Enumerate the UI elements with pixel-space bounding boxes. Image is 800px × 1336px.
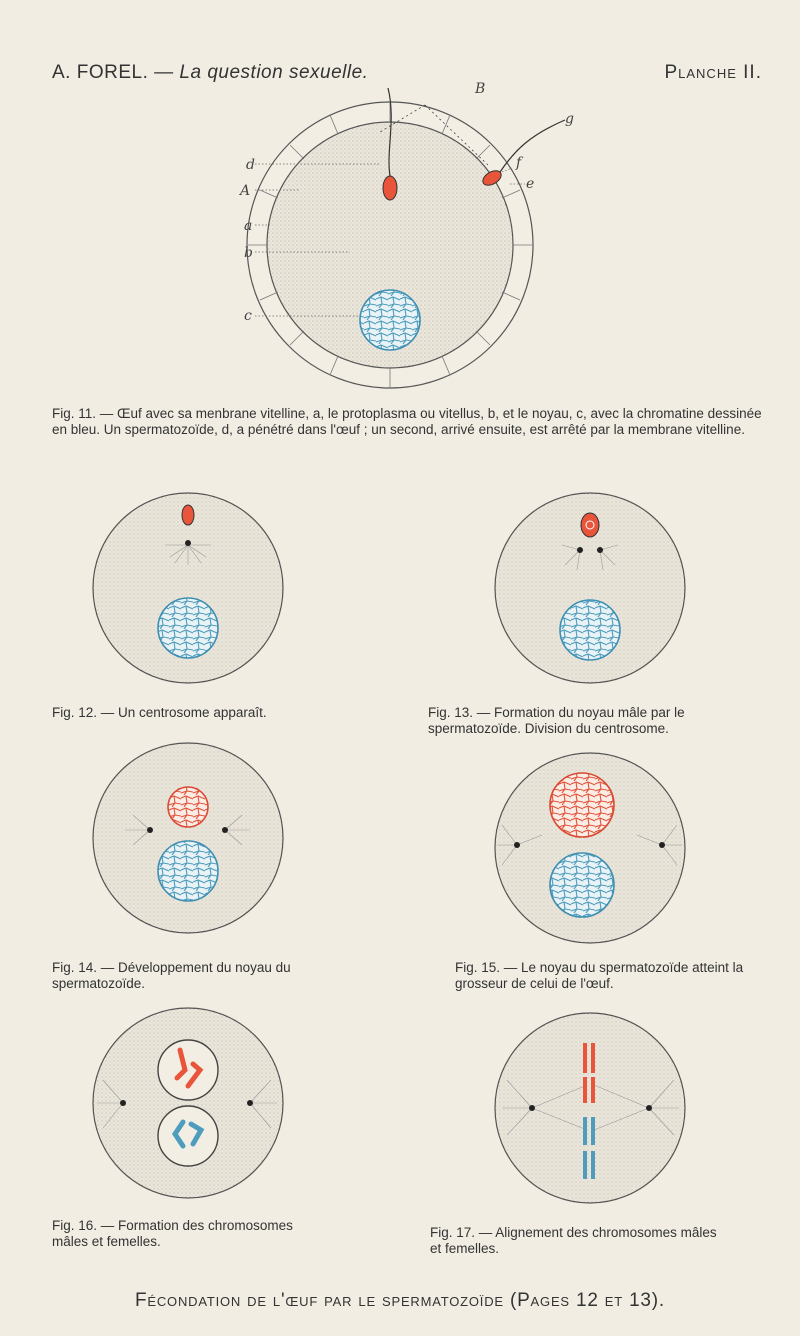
fig11-label-e: e (526, 176, 535, 192)
fig11-label-d: d (246, 157, 255, 173)
fig12-caption: Fig. 12. — Un centrosome apparaît. (52, 705, 267, 720)
author-title: A. FOREL. — La question sexuelle. (52, 62, 369, 83)
fig11-diagram (220, 80, 574, 400)
fig12-diagram (85, 485, 295, 695)
fig11-caption: Fig. 11. — Œuf avec sa menbrane vitelline, a, le protoplasma ou vitellus, b, et le noyau, c, avec la chromatine dessinée en bleu. Un spermatozoïde, d, a pénétré dans l'œuf ; un second, arrivé ensuite, est arrêté par la membrane vitelline. (52, 406, 762, 437)
plate-footer-title: Fécondation de l'œuf par le spermatozoïde (Pages 12 et 13). (134, 1290, 666, 1311)
fig11-label-g: g (565, 111, 574, 127)
sperm-head-d (383, 176, 397, 200)
fig14-diagram (85, 735, 295, 945)
fig11-label-b: b (244, 245, 253, 261)
fig16-diagram (85, 1000, 295, 1210)
fig13-diagram (487, 485, 697, 695)
fig15-caption: Fig. 15. — Le noyau du spermatozoïde atteint la grosseur de celui de l'œuf. (455, 960, 744, 991)
fig16-caption: Fig. 16. — Formation des chromosomes mâles et femelles. (52, 1218, 293, 1249)
fig17-caption: Fig. 17. — Alignement des chromosomes mâles et femelles. (430, 1225, 717, 1256)
fig13-caption: Fig. 13. — Formation du noyau mâle par le spermatozoïde. Division du centrosome. (428, 705, 685, 736)
fig11-label-a: a (244, 218, 253, 234)
fig11-label-A: A (240, 183, 251, 199)
fig14-caption: Fig. 14. — Développement du noyau du spermatozoïde. (52, 960, 291, 991)
plate-number: Planche II. (664, 62, 762, 83)
fig17-diagram (487, 1005, 697, 1215)
fig11-label-B: B (475, 81, 486, 97)
fig11-label-f: f (516, 155, 522, 171)
fig15-diagram (487, 745, 697, 955)
fig11-label-c: c (244, 308, 252, 324)
